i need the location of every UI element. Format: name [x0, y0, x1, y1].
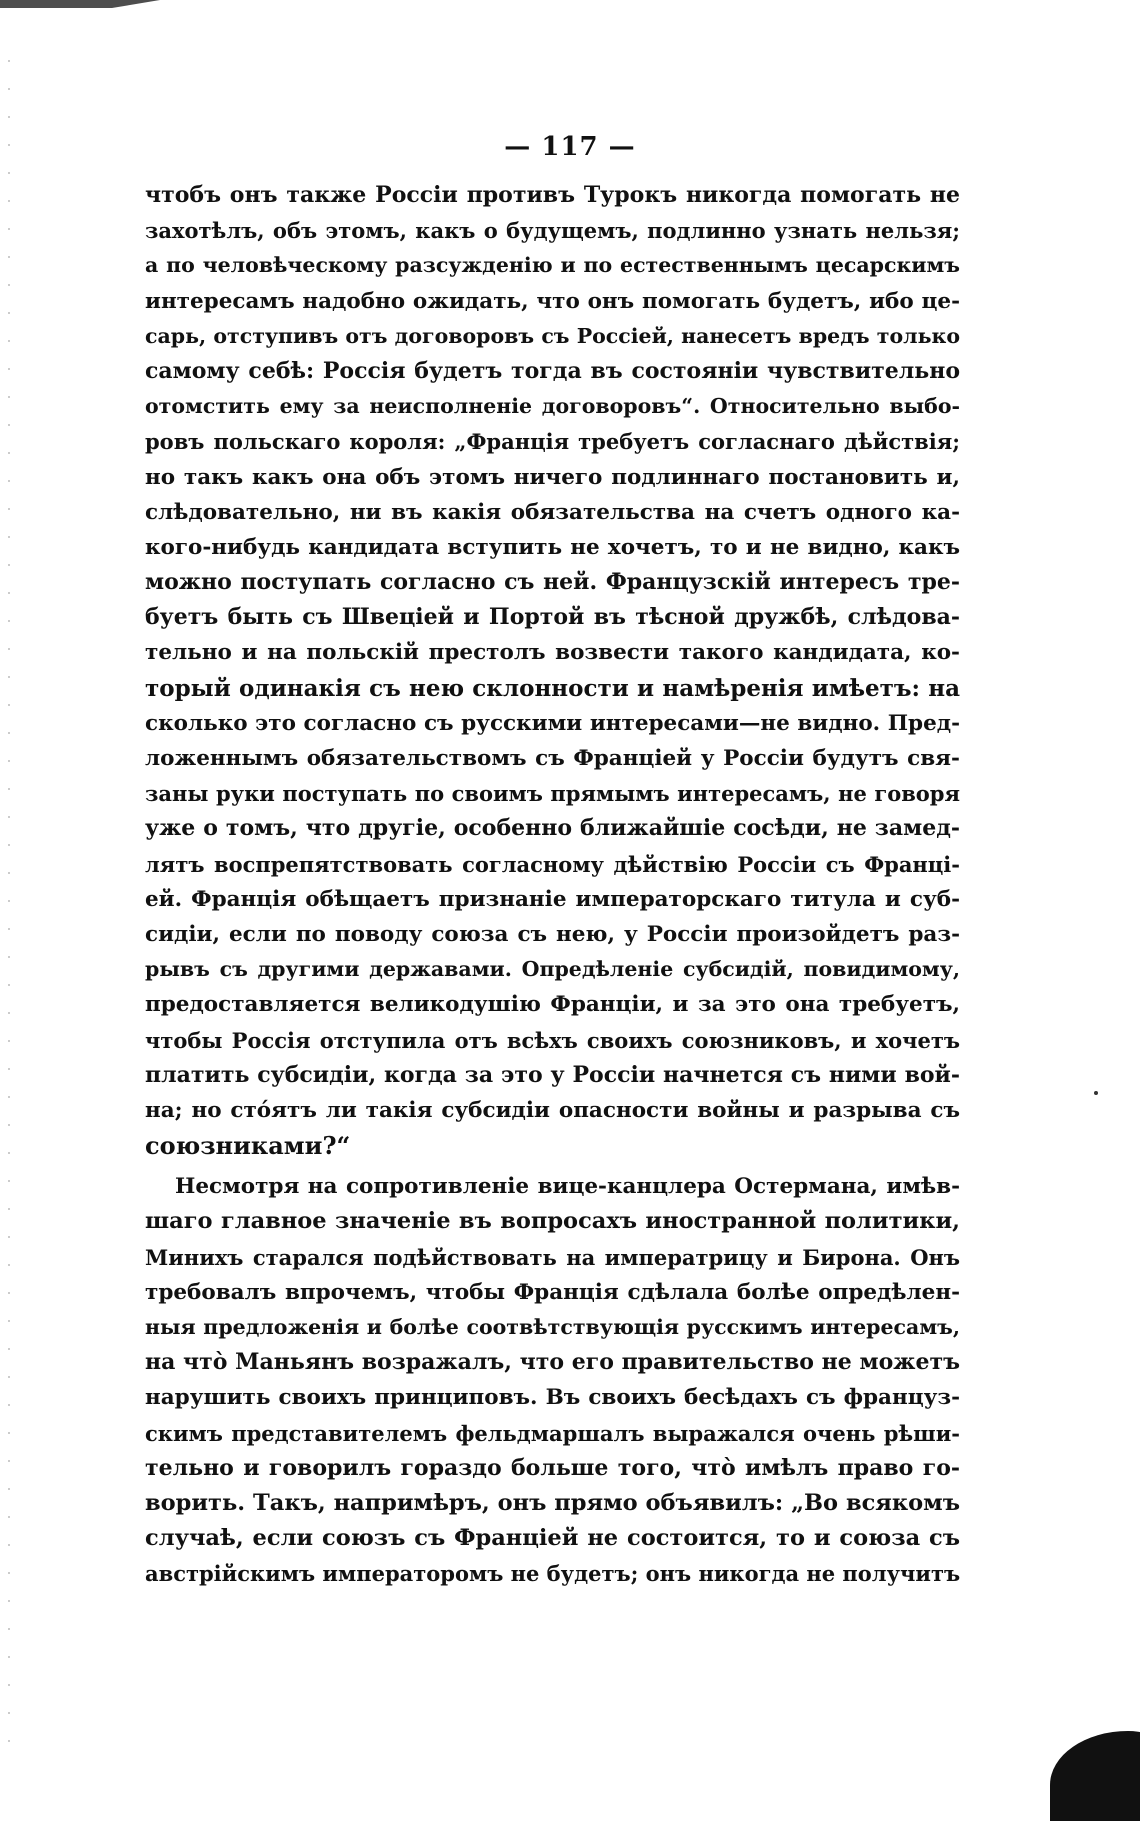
text-line-first: Несмотря на сопротивленіе вице-канцлера Остермана, имѣв- — [175, 1174, 960, 1200]
text-line: отомстить ему за неисполненіе договоровъ“. Относительно выбо- — [145, 394, 960, 419]
scan-edge-mark — [0, 0, 160, 8]
text-line: нарушить своихъ принциповъ. Въ своихъ бесѣдахъ съ француз- — [145, 1385, 960, 1411]
text-line: самому себѣ: Россія будетъ тогда въ состояніи чувствительно — [145, 357, 960, 384]
text-line: заны руки поступать по своимъ прямымъ интересамъ, не говоря — [145, 781, 960, 807]
text-line: лятъ воспрепятствовать согласному дѣйствію Россіи съ Франці- — [145, 851, 960, 877]
text-line: тельно и говорилъ гораздо больше того, чтò имѣлъ право го- — [145, 1454, 960, 1481]
scan-margin-dots — [8, 60, 10, 1760]
ink-speck — [1094, 1091, 1098, 1095]
text-line: требовалъ впрочемъ, чтобы Франція сдѣлала болѣе опредѣлен- — [145, 1279, 960, 1305]
scan-corner-shadow — [1050, 1731, 1140, 1821]
text-line: платить субсидіи, когда за это у Россіи начнется съ ними вой- — [145, 1061, 960, 1088]
text-line: торый одинакія съ нею склонности и намѣренія имѣетъ: на — [145, 674, 960, 702]
text-line: чтобъ онъ также Россіи противъ Турокъ никогда помогать не — [145, 182, 960, 208]
text-line: можно поступать согласно съ ней. Французскій интересъ тре- — [145, 569, 960, 596]
text-line: сарь, отступивъ отъ договоровъ съ Россіей, нанесетъ вредъ только — [145, 323, 960, 348]
text-line: а по человѣческому разсужденію и по естественнымъ цесарскимъ — [145, 253, 960, 278]
text-line: сколько это согласно съ русскими интересами—не видно. Пред- — [145, 710, 960, 736]
text-line: Минихъ старался подѣйствовать на императрицу и Бирона. Онъ — [145, 1244, 960, 1270]
text-line: ложеннымъ обязательствомъ съ Франціей у Россіи будутъ свя- — [145, 746, 960, 771]
text-line: случаѣ, если союзъ съ Франціей не состоится, то и союза съ — [145, 1525, 960, 1552]
text-line: ей. Франція обѣщаетъ признаніе императорскаго титула и суб- — [145, 886, 960, 912]
page-number: — 117 — — [504, 132, 636, 162]
text-line: захотѣлъ, объ этомъ, какъ о будущемъ, подлинно узнать нельзя; — [145, 218, 960, 244]
text-line: ворить. Такъ, напримѣръ, онъ прямо объявилъ: „Во всякомъ — [145, 1489, 960, 1516]
text-line: буетъ быть съ Швеціей и Портой въ тѣсной дружбѣ, слѣдова- — [145, 604, 960, 631]
text-line: кого-нибудь кандидата вступить не хочетъ, то и не видно, какъ — [145, 534, 960, 560]
text-line: ныя предложенія и болѣе соотвѣтствующія русскимъ интересамъ, — [145, 1315, 960, 1339]
text-line: шаго главное значеніе въ вопросахъ иностранной политики, — [145, 1208, 960, 1235]
paragraph-2 — [145, 1169, 960, 1591]
body-text — [145, 178, 960, 1592]
text-line: скимъ представителемъ фельдмаршалъ выражался очень рѣши- — [145, 1420, 960, 1446]
text-line: слѣдовательно, ни въ какія обязательства на счетъ одного ка- — [145, 499, 960, 525]
text-line: сидіи, если по поводу союза съ нею, у Россіи произойдетъ раз- — [145, 921, 960, 947]
text-line: на чтò Маньянъ возражалъ, что его правительство не можетъ — [145, 1349, 960, 1376]
text-line: предоставляется великодушію Франціи, и за это она требуетъ, — [145, 992, 960, 1018]
text-line: интересамъ надобно ожидать, что онъ помогать будетъ, ибо це- — [145, 288, 960, 314]
text-line: рывъ съ другими державами. Опредѣленіе субсидій, повидимому, — [145, 957, 960, 982]
paragraph-1 — [145, 178, 960, 1163]
text-line: австрійскимъ императоромъ не будетъ; онъ никогда не получитъ — [145, 1561, 961, 1587]
text-line: уже о томъ, что другіе, особенно ближайшіе сосѣди, не замед- — [145, 815, 960, 842]
text-line: чтобы Россія отступила отъ всѣхъ своихъ союзниковъ, и хочетъ — [145, 1027, 960, 1053]
text-line: но такъ какъ она объ этомъ ничего подлиннаго постановить и, — [145, 464, 960, 490]
text-line-last: союзниками?“ — [145, 1131, 351, 1161]
text-line: тельно и на польскій престолъ возвести такого кандидата, ко- — [145, 640, 960, 666]
text-line: на; но стóятъ ли такія субсидіи опасности войны и разрыва съ — [145, 1097, 960, 1123]
text-line: ровъ польскаго короля: „Франція требуетъ согласнаго дѣйствія; — [145, 429, 960, 455]
